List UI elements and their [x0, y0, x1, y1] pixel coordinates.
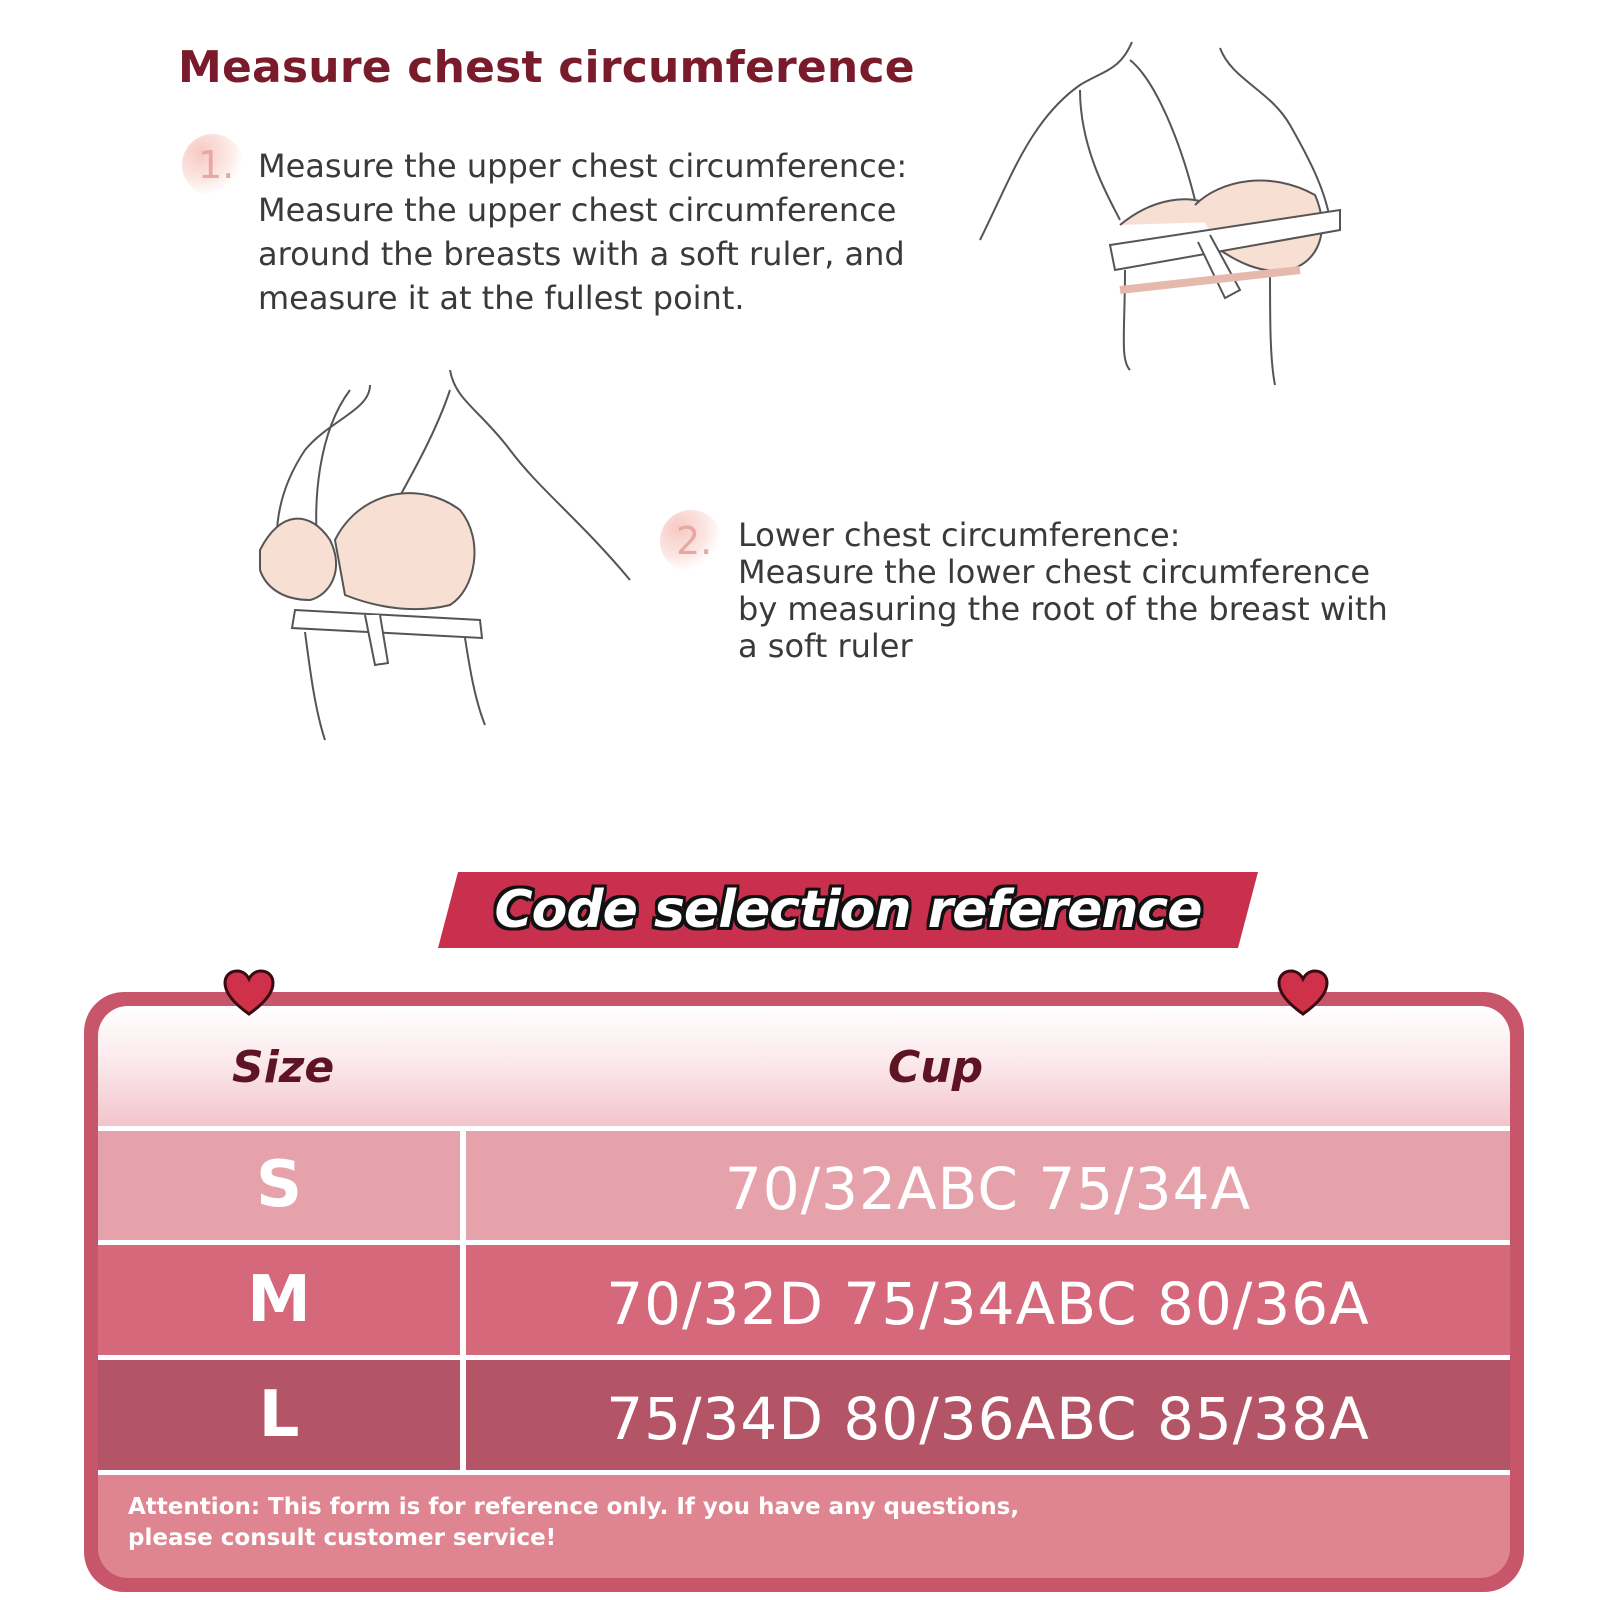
- step-1-number: 1.: [182, 134, 244, 196]
- header-size: Size: [232, 1042, 335, 1093]
- size-cell: S: [255, 1148, 303, 1222]
- step-2-line: Measure the lower chest circumference: [738, 553, 1371, 591]
- row-divider: [98, 1355, 1510, 1360]
- row-divider: [98, 1470, 1510, 1475]
- cup-cell: 70/32ABC 75/34A: [724, 1155, 1252, 1223]
- table-row: [98, 1245, 1510, 1355]
- lower-chest-illustration: [250, 370, 650, 750]
- attention-note: [128, 1492, 1019, 1554]
- heart-icon: [222, 968, 276, 1018]
- size-cell: M: [247, 1263, 311, 1337]
- banner-title: Code selection reference: [494, 880, 1202, 940]
- column-divider: [460, 1130, 466, 1470]
- cup-cell: 70/32D 75/34ABC 80/36A: [606, 1270, 1370, 1338]
- size-table-card: [84, 992, 1524, 1592]
- table-header-row: [98, 1006, 1510, 1130]
- step-1-line: measure it at the fullest point.: [258, 279, 745, 317]
- step-2-number: 2.: [660, 510, 722, 572]
- step-1-text: [258, 144, 907, 320]
- heart-icon: [1276, 968, 1330, 1018]
- step-2-line: by measuring the root of the breast with: [738, 590, 1388, 628]
- code-selection-banner: [438, 872, 1258, 948]
- step-2-line: Lower chest circumference:: [738, 516, 1181, 554]
- size-cell: L: [258, 1378, 300, 1452]
- step-2-text: [738, 517, 1388, 665]
- step-1-line: Measure the upper chest circumference: [258, 191, 897, 229]
- step-1-line: around the breasts with a soft ruler, and: [258, 235, 905, 273]
- page-title: Measure chest circumference: [178, 42, 915, 93]
- cup-cell: 75/34D 80/36ABC 85/38A: [606, 1385, 1370, 1453]
- size-table: [98, 1006, 1510, 1578]
- table-row: [98, 1130, 1510, 1240]
- step-2-line: a soft ruler: [738, 627, 913, 665]
- table-row: [98, 1360, 1510, 1470]
- note-line: please consult customer service!: [128, 1525, 557, 1551]
- header-cup: Cup: [888, 1042, 984, 1093]
- note-line: Attention: This form is for reference only. If you have any questions,: [128, 1494, 1020, 1520]
- upper-chest-illustration: [970, 30, 1390, 390]
- step-1-line: Measure the upper chest circumference:: [258, 147, 908, 185]
- row-divider: [98, 1126, 1510, 1131]
- row-divider: [98, 1240, 1510, 1245]
